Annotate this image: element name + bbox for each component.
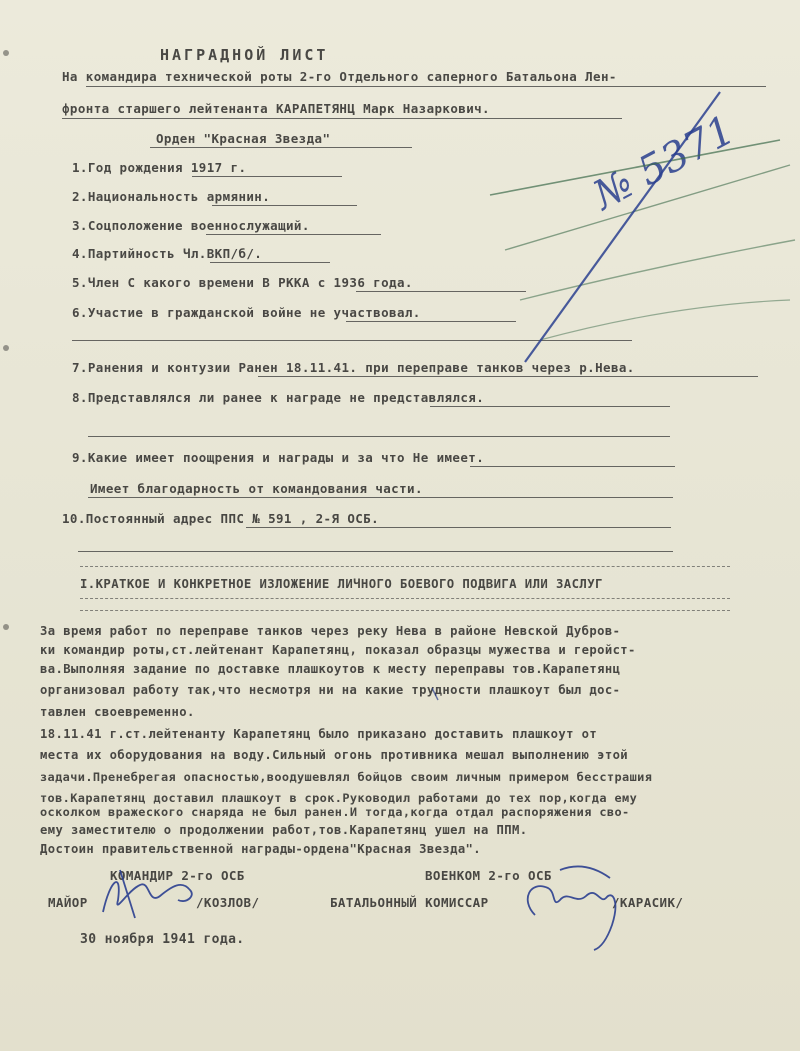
blank-line [78, 551, 673, 552]
field-in-army-since: 5.Член С какого времени В РККА с 1936 года. [72, 275, 413, 290]
blank-line [72, 340, 632, 341]
left-signer-rank: МАЙОР [48, 895, 88, 910]
field-party: 4.Партийность Чл.ВКП/б/. [72, 246, 263, 261]
section-heading: I.КРАТКОЕ И КОНКРЕТНОЕ ИЗЛОЖЕНИЕ ЛИЧНОГО БОЕВОГО ПОДВИГА ИЛИ ЗАСЛУГ [80, 577, 603, 591]
narrative-line: За время работ по переправе танков через реку Нева в районе Невской Дубров- [40, 624, 621, 638]
order-underline [150, 147, 412, 148]
right-signer-title: ВОЕНКОМ 2-го ОСБ [425, 868, 552, 883]
field-awards: 9.Какие имеет поощрения и награды и за что Не имеет. [72, 450, 485, 465]
punch-hole-mark [3, 624, 9, 630]
field-underline [258, 376, 758, 377]
left-signer-name: /КОЗЛОВ/ [196, 895, 260, 910]
field-underline [192, 176, 342, 177]
handwritten-annotation: № 5371 [586, 106, 743, 220]
left-signer-title: КОМАНДИР 2-го ОСБ [110, 868, 245, 883]
field-civil-war: 6.Участие в гражданской войне не участвовал. [72, 305, 421, 320]
field-underline [212, 205, 357, 206]
narrative-line: ему заместителю о продолжении работ,тов.Карапетянц ушел на ППМ. [40, 823, 528, 837]
field-underline [346, 321, 516, 322]
field-awards-continued: Имеет благодарность от командования части. [90, 481, 423, 496]
document-title: НАГРАДНОЙ ЛИСТ [160, 46, 329, 64]
right-signer-name: /КАРАСИК/ [612, 895, 684, 910]
right-signer-rank: БАТАЛЬОННЫЙ КОМИССАР [330, 895, 489, 910]
blank-line [88, 436, 670, 437]
narrative-line: задачи.Пренебрегая опасностью,воодушевлял бойцов своим личным примером бесстрашия [40, 770, 653, 784]
punch-hole-mark [3, 50, 9, 56]
narrative-line: места их оборудования на воду.Сильный огонь противника мешал выполнению этой [40, 748, 629, 762]
dashed-rule [80, 566, 730, 567]
field-underline [246, 527, 671, 528]
pencil-line [540, 300, 790, 340]
field-underline [356, 291, 526, 292]
field-prior-award: 8.Представлялся ли ранее к награде не представлялся. [72, 390, 485, 405]
punch-hole-mark [3, 345, 9, 351]
narrative-line: осколком вражеского снаряда не был ранен.И тогда,когда отдал распоряжения сво- [40, 805, 630, 819]
subject-line: На командира технической роты 2-го Отдельного саперного Батальона Лен- [62, 69, 617, 84]
subject-underline [86, 86, 766, 87]
narrative-line: ки командир роты,ст.лейтенант Карапетянц, показал образцы мужества и геройст- [40, 643, 636, 657]
field-wounds: 7.Ранения и контузии Ранен 18.11.41. при переправе танков через р.Нева. [72, 360, 635, 375]
field-underline [88, 497, 673, 498]
narrative-line: тов.Карапетянц доставил плашкоут в срок.Руководил работами до тех пор,когда ему [40, 791, 638, 805]
narrative-line: тавлен своевременно. [40, 705, 195, 719]
field-social-status: 3.Соцположение военнослужащий. [72, 218, 310, 233]
field-nationality: 2.Национальность армянин. [72, 189, 271, 204]
field-birth-year: 1.Год рождения 1917 г. [72, 160, 247, 175]
field-address: 10.Постоянный адрес ППС № 591 , 2-Я ОСБ. [62, 511, 380, 526]
narrative-line: 18.11.41 г.ст.лейтенанту Карапетянц было приказано доставить плашкоут от [40, 727, 598, 741]
order-name: Орден "Красная Звезда" [156, 131, 331, 146]
subject-underline [62, 118, 622, 119]
subject-line: фронта старшего лейтенанта КАРАПЕТЯНЦ Марк Назаркович. [62, 101, 490, 116]
narrative-line: Достоин правительственной награды-ордена"Красная Звезда". [40, 842, 482, 856]
field-underline [206, 234, 381, 235]
narrative-line: ва.Выполняя задание по доставке плашкоутов к месту переправы тов.Карапетянц [40, 662, 621, 676]
field-underline [470, 466, 675, 467]
pencil-line [520, 240, 795, 300]
narrative-line: организовал работу так,что несмотря ни на какие трудности плашкоут был дос- [40, 683, 621, 697]
document-date: 30 ноября 1941 года. [80, 932, 245, 947]
field-underline [430, 406, 670, 407]
field-underline [210, 262, 330, 263]
dashed-rule [80, 598, 730, 599]
dashed-rule [80, 610, 730, 611]
